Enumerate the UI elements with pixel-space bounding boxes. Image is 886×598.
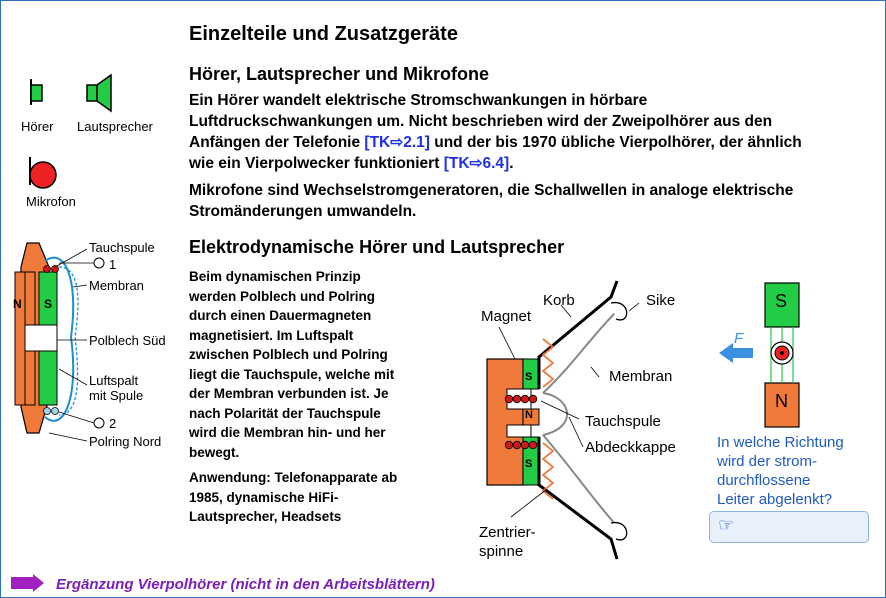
footer-link[interactable]: Ergänzung Vierpolhörer (nicht in den Arbeitsblättern) — [56, 576, 435, 593]
text-line: bewegt. — [189, 444, 240, 460]
section2-heading: Elektrodynamische Hörer und Lautsprecher — [189, 237, 565, 257]
label-sike: Sike — [646, 292, 676, 309]
text-line: werden Polblech und Polring — [189, 288, 376, 304]
label-abdeckkappe: Abdeckkappe — [585, 439, 676, 456]
answer-hint-box[interactable] — [709, 511, 869, 543]
text-line: nach Polarität der Tauchspule — [189, 405, 381, 421]
section1-heading: Hörer, Lautsprecher und Mikrofone — [189, 64, 490, 84]
lautsprecher-icon — [87, 75, 111, 111]
para1-line3 — [189, 132, 879, 153]
force-label-f: F — [734, 330, 744, 347]
force-question — [717, 433, 844, 509]
application-line: Lautsprecher, Headsets — [189, 509, 342, 524]
hoerer-icon — [31, 79, 42, 105]
application-text — [189, 468, 449, 527]
label-membran-speaker: Membran — [609, 368, 673, 385]
force-pole-s: S — [775, 291, 788, 311]
para1-line4 — [189, 153, 879, 174]
para2-line1: Mikrofone sind Wechselstromgeneratoren, die Schallwellen in analoge elektrische — [189, 182, 794, 199]
label-tauchspule-left: Tauchspule — [89, 240, 155, 255]
section2-text — [189, 267, 449, 462]
pointing-hand-icon[interactable]: ☞ — [718, 515, 735, 535]
text-line: durch einen Dauermagneten — [189, 308, 372, 323]
para1-line3a: Anfängen der Telefonie — [189, 134, 365, 151]
mikrofon-label: Mikrofon — [26, 194, 76, 209]
text-line: magnetisiert. Im Luftspalt — [189, 327, 354, 343]
para1-line1: Ein Hörer wandelt elektrische Stromschwankungen in hörbare — [189, 92, 648, 109]
label-tauchspule-speaker: Tauchspule — [585, 413, 661, 430]
text-line: der Membran verbunden ist. Je — [189, 386, 389, 401]
application-line: Anwendung: Telefonapparate ab — [189, 470, 398, 485]
label-terminal-1: 1 — [109, 257, 117, 272]
zentrier-line-2: spinne — [479, 543, 524, 560]
link-tk-6-4[interactable]: [TK⇨6.4] — [443, 155, 510, 172]
section1-paragraph2 — [189, 180, 879, 222]
label-polring: Polring Nord — [89, 434, 162, 449]
para2-line2: Stromänderungen umwandeln. — [189, 203, 417, 220]
lautsprecher-label: Lautsprecher — [77, 119, 153, 134]
speaker-pole-s-bottom: S — [525, 458, 533, 470]
earpiece-pole-n: N — [13, 297, 22, 311]
para1-line2: Luftdruckschwankungen um. Nicht beschrieben wird der Zweipolhörer aus den — [189, 113, 773, 130]
speaker-pole-s-top: S — [525, 371, 533, 383]
label-luftspalt-1: Luftspalt — [89, 373, 139, 388]
question-line: Leiter abgelenkt? — [717, 491, 833, 508]
question-line: durchflossene — [717, 472, 811, 489]
text-line: liegt die Tauchspule, welche mit — [189, 366, 395, 382]
para1-line4a: wie ein Vierpolwecker funktioniert — [189, 155, 444, 172]
application-line: 1985, dynamische HiFi- — [189, 489, 339, 505]
text-line: wird die Membran hin- und her — [189, 425, 386, 440]
text-line: Beim dynamischen Prinzip — [189, 269, 361, 284]
label-polblech: Polblech Süd — [89, 333, 166, 348]
para1-line4b: . — [509, 155, 514, 172]
label-luftspalt-2: mit Spule — [89, 388, 144, 403]
link-tk-2-1[interactable]: [TK⇨2.1] — [364, 134, 430, 151]
question-line: wird der strom- — [717, 453, 818, 470]
force-pole-n: N — [775, 391, 788, 411]
page-title: Einzelteile und Zusatzgeräte — [189, 23, 458, 45]
arrow-icon[interactable] — [11, 574, 45, 592]
force-diagram — [713, 279, 823, 429]
label-zentrierspinne — [479, 523, 536, 561]
mikrofon-icon — [30, 157, 56, 188]
earpiece-pole-s: S — [44, 297, 53, 311]
label-korb: Korb — [543, 292, 575, 309]
zentrier-line-1: Zentrier- — [479, 524, 536, 541]
text-line: zwischen Polblech und Polring — [189, 347, 388, 362]
question-line: In welche Richtung — [717, 434, 844, 451]
label-membran-left: Membran — [89, 278, 144, 293]
label-magnet: Magnet — [481, 308, 532, 325]
speaker-pole-n: N — [525, 409, 533, 421]
label-terminal-2: 2 — [109, 416, 117, 431]
para1-line3b: und der bis 1970 übliche Vierpolhörer, der ähnlich — [429, 134, 802, 151]
hoerer-label: Hörer — [21, 119, 54, 134]
section1-paragraph1 — [189, 90, 879, 174]
